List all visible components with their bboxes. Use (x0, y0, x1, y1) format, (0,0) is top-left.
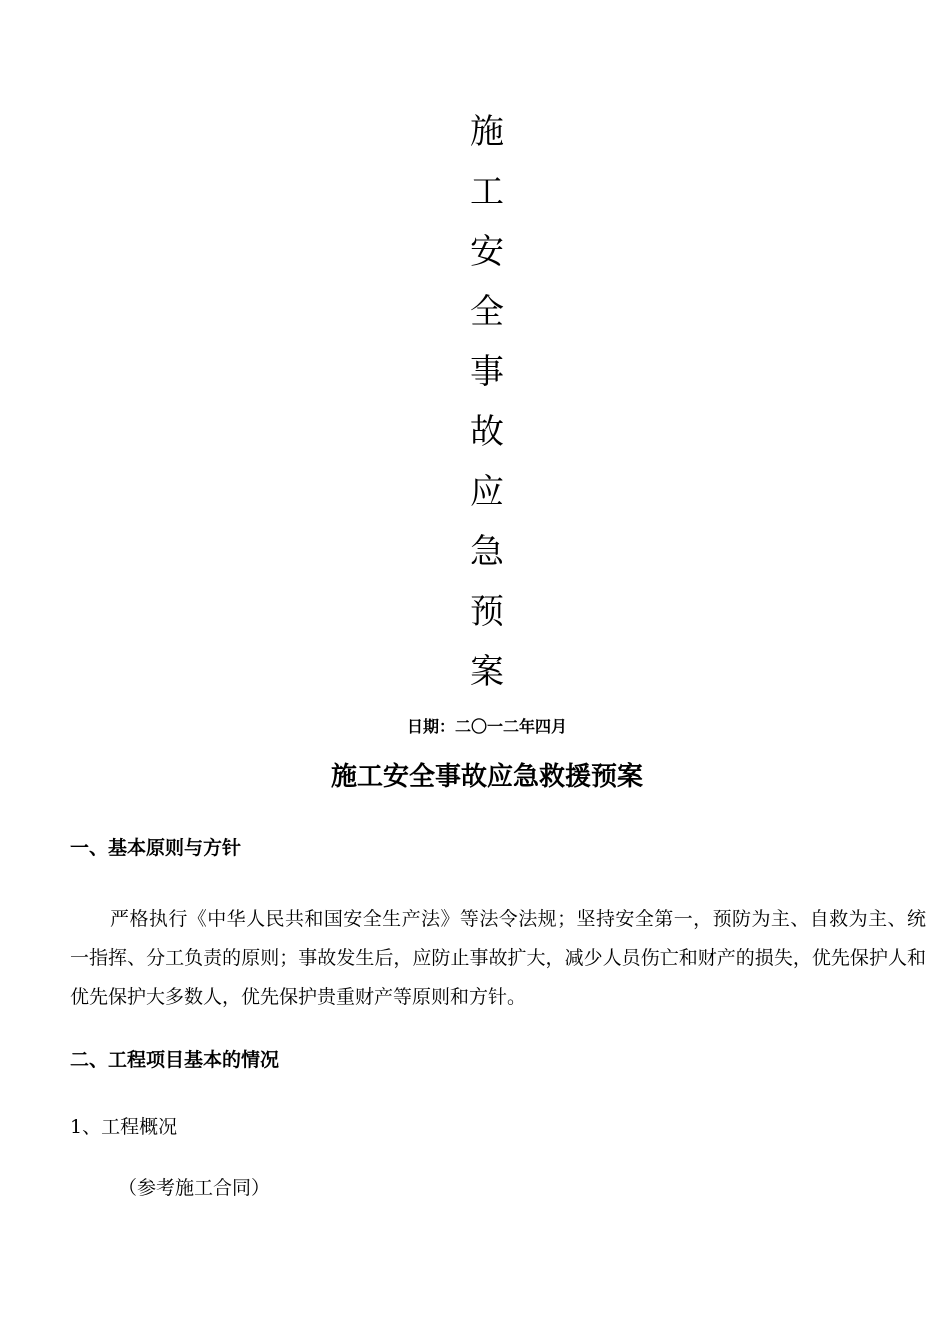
cover-title-char: 急 (470, 532, 504, 572)
subheading-project-overview: 1、工程概况 (70, 1116, 178, 1138)
cover-title-char: 案 (470, 652, 504, 692)
document-title: 施工安全事故应急救援预案 (330, 762, 643, 792)
cover-title-char: 事 (470, 352, 504, 392)
cover-title-char: 应 (470, 472, 504, 512)
section-heading-project-info: 二、工程项目基本的情况 (70, 1049, 280, 1071)
cover-title-char: 安 (470, 232, 504, 272)
cover-title-char: 工 (470, 172, 504, 212)
cover-title-char: 故 (470, 412, 504, 452)
cover-title-char: 施 (470, 112, 504, 152)
cover-date: 日期：二〇一二年四月 (406, 717, 567, 736)
section-heading-principles: 一、基本原则与方针 (70, 837, 242, 859)
cover-title-char: 全 (470, 292, 504, 332)
cover-title-char: 预 (470, 592, 504, 632)
principles-paragraph: 严格执行《中华人民共和国安全生产法》等法令法规；坚持安全第一，预防为主、自救为主、统一指挥、分工负责的原则；事故发生后，应防止事故扩大，减少人员伤亡和财产的损失，优先保护人和优先保护大多数人，优先保护贵重财产等原则和方针。 (70, 908, 926, 1008)
reference-note: （参考施工合同） (118, 1177, 271, 1199)
